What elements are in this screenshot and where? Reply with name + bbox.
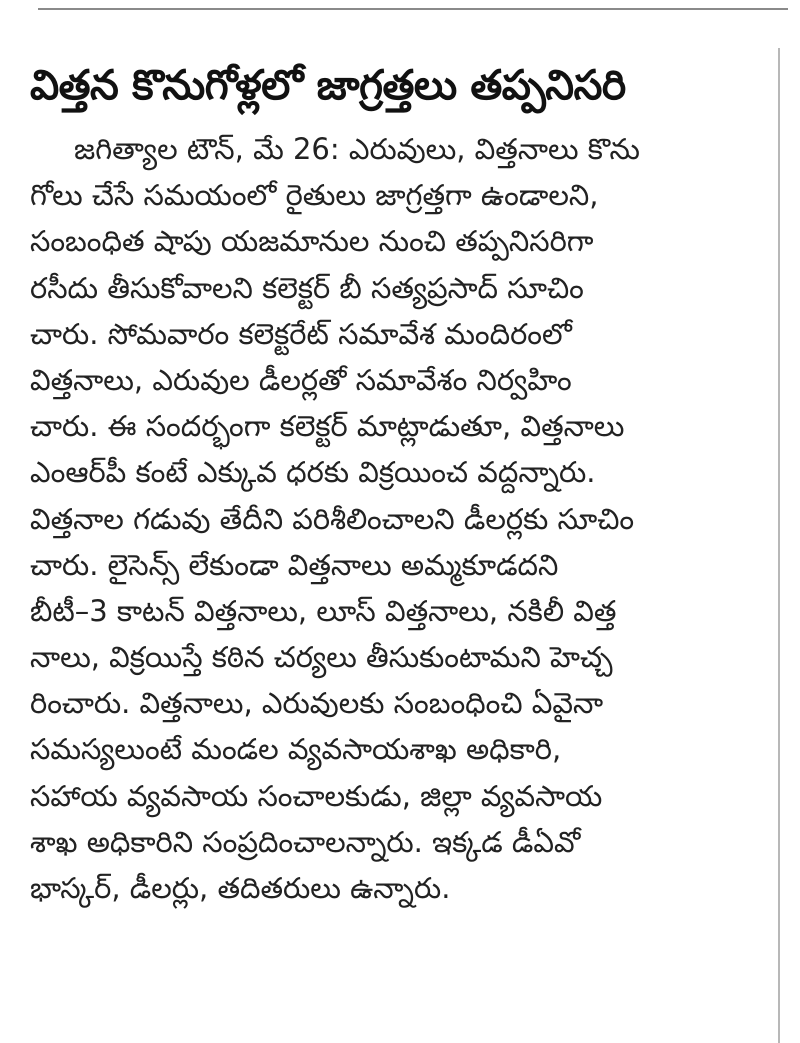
article-line: రసీదు తీసుకోవాలని కలెక్టర్ బీ సత్యప్రసాద్ సూచిం — [30, 270, 584, 305]
article-line: సహాయ వ్యవసాయ సంచాలకుడు, జిల్లా వ్యవసాయ — [30, 778, 603, 813]
article-line: భాస్కర్, డీలర్లు, తదితరులు ఉన్నారు. — [30, 871, 451, 905]
article-line: జగిత్యాల టౌన్, మే 26: ఎరువులు, విత్తనాలు కొను — [74, 132, 640, 166]
article-line: సంబంధిత షాపు యజమానుల నుంచి తప్పనిసరిగా — [30, 224, 594, 259]
article-line: సమస్యలుంటే మండల వ్యవసాయశాఖ అధికారి, — [30, 732, 562, 767]
article-line: విత్తనాలు, ఎరువుల డీలర్లతో సమావేశం నిర్వహిం — [30, 362, 572, 397]
article-line: చారు. ఈ సందర్భంగా కలెక్టర్ మాట్లాడుతూ, విత్తనాలు — [30, 409, 625, 444]
article-line: విత్తనాల గడువు తేదీని పరిశీలించాలని డీలర్లకు సూచిం — [30, 501, 635, 536]
article-line: గోలు చేసే సమయంలో రైతులు జాగ్రత్తగా ఉండాలని, — [30, 178, 599, 213]
article-line: రించారు. విత్తనాలు, ఎరువులకు సంబంధించి ఏవైనా — [30, 686, 604, 721]
article-line: చారు. లైసెన్స్ లేకుండా విత్తనాలు అమ్మకూడదని — [30, 547, 559, 582]
article-body — [30, 126, 758, 911]
column-divider — [778, 48, 780, 1043]
article-line: బీటీ–3 కాటన్ విత్తనాలు, లూస్ విత్తనాలు, నకిలీ విత్త — [30, 593, 617, 628]
article-line: ఎంఆర్‌పీ కంటే ఎక్కువ ధరకు విక్రయించ వద్దన్నారు. — [30, 455, 596, 490]
article-headline: విత్తన కొనుగోళ్లలో జాగ్రత్తలు తప్పనిసరి — [30, 61, 626, 109]
news-article — [30, 52, 758, 911]
article-line: చారు. సోమవారం కలెక్టరేట్ సమావేశ మందిరంలో — [30, 316, 572, 351]
top-divider — [38, 8, 788, 10]
article-line: శాఖ అధికారిని సంప్రదించాలన్నారు. ఇక్కడ డీఏవో — [30, 824, 581, 859]
article-line: నాలు, విక్రయిస్తే కఠిన చర్యలు తీసుకుంటామని హెచ్చ — [30, 640, 613, 675]
